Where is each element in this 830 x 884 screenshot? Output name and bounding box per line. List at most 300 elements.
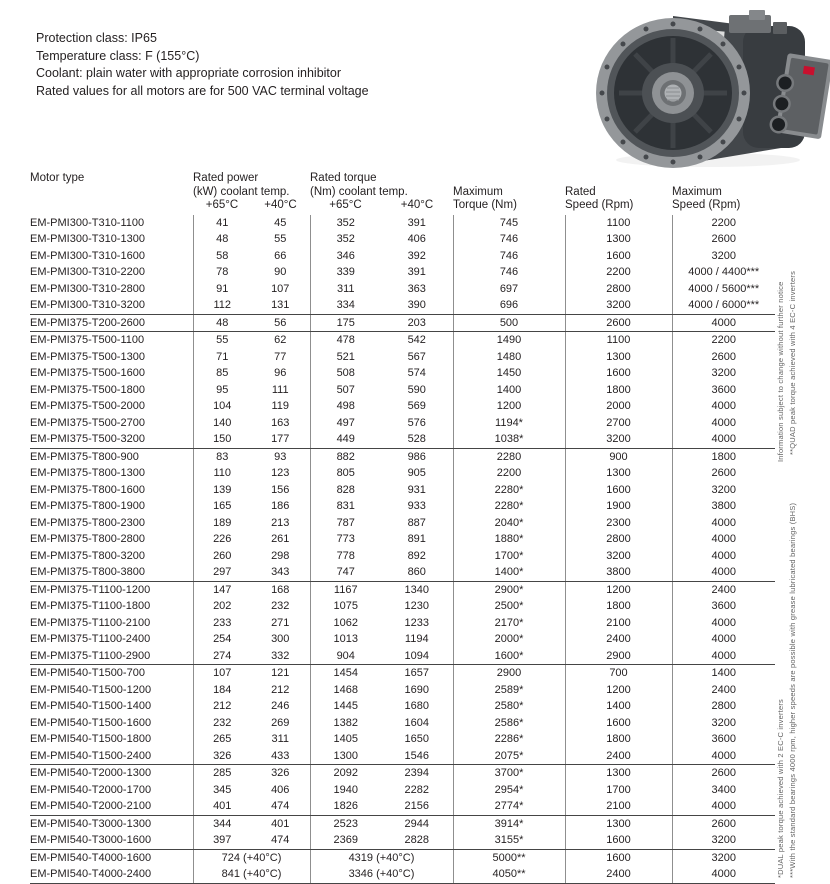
cell-max-speed: 1400 xyxy=(672,665,775,682)
cell-torque-65c: 1454 xyxy=(310,665,381,682)
cell-power-65c: 254 xyxy=(193,631,251,648)
cell-motor-type: EM-PMI375-T1100-1200 xyxy=(30,583,151,596)
cell-max-torque: 697 xyxy=(453,281,565,298)
table-row xyxy=(30,798,775,815)
cell-motor-type: EM-PMI540-T1500-700 xyxy=(30,667,145,679)
cell-torque-40c: 887 xyxy=(407,516,426,529)
cell-power-40c: 177 xyxy=(251,431,310,448)
cell-rated-speed: 1300 xyxy=(565,465,672,482)
cell-torque-65c: 831 xyxy=(310,498,381,515)
cell-max-speed: 3600 xyxy=(672,731,775,748)
cell-max-torque: 2075* xyxy=(453,748,565,765)
cell-max-speed: 4000 / 4400*** xyxy=(672,264,775,281)
cell-rated-speed: 2600 xyxy=(565,314,672,332)
cell-power-40c: 121 xyxy=(271,667,290,679)
header-motor-type: Motor type xyxy=(30,172,85,184)
cell-power-40c: 212 xyxy=(271,683,290,696)
cell-rated-speed: 3800 xyxy=(565,564,672,581)
cell-rated-speed: 1600 xyxy=(565,482,672,499)
table-body xyxy=(30,215,775,884)
cell-power-65c: 48 xyxy=(193,231,251,248)
cell-torque-40c: 1690 xyxy=(404,683,429,696)
cell-torque-40c: 392 xyxy=(407,249,426,262)
cell-motor-type: EM-PMI375-T1100-1800 xyxy=(30,600,151,612)
cell-torque-40c: 391 xyxy=(407,266,426,278)
cell-torque-65c: 2369 xyxy=(310,832,381,849)
cell-torque-65c: 346 xyxy=(310,248,381,265)
cell-torque-40c: 542 xyxy=(407,334,426,346)
cell-power-40c: 107 xyxy=(271,282,290,295)
cell-rated-speed: 1100 xyxy=(565,332,672,349)
cell-rated-speed: 1200 xyxy=(565,581,672,598)
cell-power-40c: 62 xyxy=(274,334,287,346)
table-row xyxy=(30,581,775,598)
cell-power-40c: 77 xyxy=(274,350,287,363)
cell-power-40c: 401 xyxy=(271,817,290,830)
cell-rated-speed: 1600 xyxy=(565,849,672,866)
cell-torque-65c: 1075 xyxy=(310,598,381,615)
cell-power-40c: 433 xyxy=(251,748,310,765)
cell-torque-65c: 1826 xyxy=(310,798,381,815)
cell-torque-65c: 1167 xyxy=(310,581,381,598)
cell-torque-40c: 1546 xyxy=(381,748,453,765)
cell-max-speed: 4000 xyxy=(672,748,775,765)
cell-torque-40c: 1094 xyxy=(381,648,453,665)
cell-motor-type: EM-PMI375-T800-1300 xyxy=(30,467,145,479)
cell-torque-65c: 334 xyxy=(310,297,381,314)
brand-label xyxy=(803,66,815,76)
table-row xyxy=(30,548,775,565)
cell-power-65c: 71 xyxy=(193,349,251,366)
table-row xyxy=(30,531,775,548)
cell-torque-65c: 2523 xyxy=(310,815,381,832)
cell-power-40c: 343 xyxy=(251,564,310,581)
cell-max-speed: 3200 xyxy=(672,482,775,499)
cell-max-torque: 1200 xyxy=(453,398,565,415)
cell-motor-type: EM-PMI300-T310-1300 xyxy=(30,233,145,245)
cell-power-40c: 474 xyxy=(251,832,310,849)
table-row xyxy=(30,431,775,448)
cell-torque-40c: 2156 xyxy=(381,798,453,815)
header-max-torque-line1: Maximum xyxy=(453,185,503,198)
cell-power-65c: 104 xyxy=(193,398,251,415)
cell-max-speed: 3800 xyxy=(672,498,775,515)
cell-max-torque: 1700* xyxy=(453,548,565,565)
cell-motor-type: EM-PMI540-T1500-1200 xyxy=(30,683,152,696)
cell-max-speed: 2200 xyxy=(672,332,775,349)
cell-torque-40c: 986 xyxy=(407,450,426,463)
cell-motor-type: EM-PMI300-T310-3200 xyxy=(30,297,193,314)
cell-rated-speed: 700 xyxy=(565,665,672,682)
cell-power-65c: 110 xyxy=(193,465,251,482)
cell-rated-speed: 3200 xyxy=(565,548,672,565)
cell-torque-65c: 507 xyxy=(310,382,381,399)
cell-max-torque: 1450 xyxy=(453,365,565,382)
cell-motor-type: EM-PMI375-T500-3200 xyxy=(30,431,193,448)
cell-max-torque: 2580* xyxy=(453,698,565,715)
cell-torque-40c: 1340 xyxy=(404,583,429,596)
table-row xyxy=(30,748,775,765)
cell-torque-40c: 390 xyxy=(381,297,453,314)
cell-torque-40c: 1194 xyxy=(404,633,429,645)
header-torque-40: +40°C xyxy=(400,199,434,211)
cell-max-speed: 2600 xyxy=(672,765,775,782)
table-row xyxy=(30,349,775,366)
cell-rated-power-merged: 724 (+40°C) xyxy=(193,849,310,866)
table-row xyxy=(30,698,775,715)
cell-power-40c: 298 xyxy=(271,549,290,562)
cell-rated-speed: 1300 xyxy=(565,231,672,248)
cell-max-torque: 746 xyxy=(453,264,565,281)
table-row xyxy=(30,564,775,581)
cell-motor-type: EM-PMI540-T1500-1800 xyxy=(30,733,152,745)
cell-max-speed: 4000 xyxy=(672,631,775,648)
table-row xyxy=(30,332,775,349)
table-row xyxy=(30,382,775,399)
cell-motor-type: EM-PMI300-T310-2800 xyxy=(30,282,145,295)
cell-max-speed: 2600 xyxy=(672,231,775,248)
cell-max-speed: 3400 xyxy=(672,782,775,799)
cell-power-65c: 112 xyxy=(193,297,251,314)
cell-torque-65c: 175 xyxy=(310,314,381,332)
cell-max-speed: 3200 xyxy=(672,715,775,732)
cell-rated-speed: 2300 xyxy=(565,515,672,532)
cell-motor-type: EM-PMI540-T4000-1600 xyxy=(30,851,152,864)
cell-max-torque: 2286* xyxy=(453,731,565,748)
footnote-quad: **QUAD peak torque achieved with 4 EC-C inverters xyxy=(788,270,797,455)
cell-torque-65c: 352 xyxy=(310,231,381,248)
cell-rated-power-merged: 841 (+40°C) xyxy=(193,866,310,883)
cell-motor-type: EM-PMI375-T800-3200 xyxy=(30,549,145,562)
cell-max-speed: 3200 xyxy=(672,248,775,265)
cell-power-65c: 297 xyxy=(193,564,251,581)
protection-class-line: Protection class: IP65 xyxy=(36,31,157,45)
cell-rated-speed: 2700 xyxy=(565,415,672,432)
cell-rated-speed: 3200 xyxy=(565,297,672,314)
cell-max-speed: 4000 xyxy=(672,866,775,883)
cell-rated-speed: 3200 xyxy=(565,431,672,448)
footnote-dual: *DUAL peak torque achieved with 2 EC-C inverters xyxy=(776,699,785,878)
cell-rated-speed: 1400 xyxy=(565,698,672,715)
table-row xyxy=(30,648,775,665)
table-row xyxy=(30,665,775,682)
cell-max-speed: 2400 xyxy=(672,682,775,699)
header-rated-speed-line1: Rated xyxy=(565,185,596,198)
cell-motor-type: EM-PMI375-T1100-2900 xyxy=(30,648,193,665)
cell-motor-type: EM-PMI540-T1500-2400 xyxy=(30,748,193,765)
cell-power-65c: 147 xyxy=(193,581,251,598)
cell-motor-type: EM-PMI375-T500-2700 xyxy=(30,416,145,429)
cell-motor-type: EM-PMI540-T2000-1300 xyxy=(30,767,152,779)
cell-motor-type: EM-PMI375-T800-1900 xyxy=(30,500,145,512)
cell-max-torque: 3155* xyxy=(453,832,565,849)
cell-max-torque: 2900* xyxy=(453,581,565,598)
motor-product-photo xyxy=(593,8,830,170)
cell-power-65c: 232 xyxy=(193,715,251,732)
cell-max-torque: 2589* xyxy=(453,682,565,699)
cell-max-torque: 5000** xyxy=(453,849,565,866)
cell-power-40c: 93 xyxy=(274,450,287,463)
cell-max-speed: 2600 xyxy=(672,465,775,482)
cell-max-torque: 2170* xyxy=(453,615,565,632)
cell-torque-65c: 498 xyxy=(310,398,381,415)
cell-torque-40c: 1680 xyxy=(404,700,429,712)
table-row xyxy=(30,365,775,382)
cell-max-speed: 4000 xyxy=(672,615,775,632)
cell-torque-40c: 933 xyxy=(407,500,426,512)
cell-motor-type: EM-PMI540-T3000-1600 xyxy=(30,832,193,849)
cell-torque-65c: 1405 xyxy=(310,731,381,748)
cell-max-speed: 4000 xyxy=(672,548,775,565)
table-row xyxy=(30,866,775,883)
cell-power-40c: 66 xyxy=(274,249,287,262)
cell-torque-65c: 778 xyxy=(310,548,381,565)
cell-motor-type: EM-PMI375-T800-1600 xyxy=(30,483,145,496)
cell-torque-65c: 1382 xyxy=(310,715,381,732)
cell-power-65c: 150 xyxy=(193,431,251,448)
cell-rated-speed: 2800 xyxy=(565,531,672,548)
cell-motor-type: EM-PMI375-T800-900 xyxy=(30,450,139,463)
cell-max-torque: 2774* xyxy=(453,798,565,815)
cell-rated-speed: 2900 xyxy=(565,648,672,665)
cell-motor-type: EM-PMI375-T800-2800 xyxy=(30,533,145,545)
cell-max-torque: 746 xyxy=(453,231,565,248)
cell-max-torque: 1038* xyxy=(453,431,565,448)
cell-torque-40c: 2828 xyxy=(381,832,453,849)
cell-power-65c: 184 xyxy=(193,682,251,699)
cell-power-65c: 265 xyxy=(193,731,251,748)
cell-power-40c: 271 xyxy=(271,616,290,629)
cell-torque-65c: 882 xyxy=(310,448,381,465)
cell-max-torque: 1490 xyxy=(453,332,565,349)
cell-torque-40c: 860 xyxy=(381,564,453,581)
cell-torque-40c: 1233 xyxy=(404,616,429,629)
cell-max-torque: 1194* xyxy=(453,415,565,432)
table-row xyxy=(30,231,775,248)
coolant-line: Coolant: plain water with appropriate corrosion inhibitor xyxy=(36,66,342,80)
cell-torque-65c: 311 xyxy=(310,281,381,298)
cell-torque-65c: 497 xyxy=(310,415,381,432)
cell-power-65c: 55 xyxy=(193,332,251,349)
cell-max-torque: 1880* xyxy=(453,531,565,548)
cell-max-speed: 2800 xyxy=(672,698,775,715)
table-row xyxy=(30,415,775,432)
cell-torque-65c: 1940 xyxy=(310,782,381,799)
cell-torque-40c: 1230 xyxy=(404,600,429,612)
motor-illustration xyxy=(593,8,830,170)
cell-rated-speed: 1300 xyxy=(565,349,672,366)
table-row xyxy=(30,215,775,232)
table-row xyxy=(30,465,775,482)
cell-torque-40c: 590 xyxy=(407,383,426,396)
header-power-65: +65°C xyxy=(205,199,239,211)
cell-rated-speed: 1800 xyxy=(565,382,672,399)
cell-power-40c: 232 xyxy=(271,600,290,612)
cell-torque-65c: 747 xyxy=(310,564,381,581)
cell-motor-type: EM-PMI375-T500-1600 xyxy=(30,367,145,379)
cell-power-40c: 55 xyxy=(274,233,287,245)
cell-power-65c: 202 xyxy=(193,598,251,615)
table-row xyxy=(30,615,775,632)
motor-spec-table xyxy=(30,172,775,884)
cell-torque-40c: 567 xyxy=(407,350,426,363)
table-row xyxy=(30,782,775,799)
cell-rated-speed: 2100 xyxy=(565,615,672,632)
table-row xyxy=(30,849,775,866)
cell-rated-speed: 2200 xyxy=(565,264,672,281)
cell-power-65c: 344 xyxy=(193,815,251,832)
cell-power-65c: 78 xyxy=(193,264,251,281)
cell-motor-type: EM-PMI375-T500-1100 xyxy=(30,334,145,346)
table-row xyxy=(30,297,775,314)
temperature-class-line: Temperature class: F (155°C) xyxy=(36,48,200,63)
header-max-torque-line2: Torque (Nm) xyxy=(453,199,517,211)
table-row xyxy=(30,731,775,748)
cell-max-torque: 1600* xyxy=(453,648,565,665)
table-row xyxy=(30,631,775,648)
cell-rated-speed: 1700 xyxy=(565,782,672,799)
cell-torque-65c: 2092 xyxy=(310,765,381,782)
cell-rated-speed: 1600 xyxy=(565,832,672,849)
cell-max-torque: 2586* xyxy=(453,715,565,732)
cell-rated-speed: 1900 xyxy=(565,498,672,515)
cell-max-torque: 2500* xyxy=(453,598,565,615)
cell-max-torque: 1480 xyxy=(453,349,565,366)
cell-torque-65c: 787 xyxy=(310,515,381,532)
header-power-unit: (kW) coolant temp. xyxy=(193,185,290,198)
cell-power-40c: 56 xyxy=(251,314,310,332)
cell-torque-65c: 904 xyxy=(310,648,381,665)
cell-torque-65c: 521 xyxy=(310,349,381,366)
cell-power-65c: 189 xyxy=(193,515,251,532)
cell-max-torque: 696 xyxy=(453,297,565,314)
cell-max-torque: 2280* xyxy=(453,498,565,515)
cell-power-65c: 140 xyxy=(193,415,251,432)
cell-max-speed: 4000 / 5600*** xyxy=(672,281,775,298)
cell-max-torque: 500 xyxy=(453,314,565,332)
cell-power-65c: 260 xyxy=(193,548,251,565)
cell-torque-65c: 1468 xyxy=(310,682,381,699)
cell-motor-type: EM-PMI375-T1100-2400 xyxy=(30,633,151,645)
cell-max-speed: 4000 xyxy=(672,398,775,415)
header-rated-power: Rated power xyxy=(193,172,259,184)
cell-rated-speed: 1800 xyxy=(565,598,672,615)
header-torque-unit: (Nm) coolant temp. xyxy=(310,185,408,198)
cell-torque-65c: 508 xyxy=(310,365,381,382)
cell-max-torque: 2954* xyxy=(453,782,565,799)
cell-max-torque: 1400 xyxy=(453,382,565,399)
cell-max-torque: 3700* xyxy=(453,765,565,782)
cell-max-torque: 2200 xyxy=(453,465,565,482)
cell-rated-speed: 1600 xyxy=(565,365,672,382)
cell-power-65c: 233 xyxy=(193,615,251,632)
cell-torque-40c: 905 xyxy=(407,467,426,479)
cell-power-65c: 95 xyxy=(193,382,251,399)
cell-power-40c: 45 xyxy=(274,216,287,229)
cell-torque-65c: 1300 xyxy=(310,748,381,765)
cell-max-torque: 745 xyxy=(453,215,565,232)
cell-rated-speed: 2400 xyxy=(565,748,672,765)
table-row xyxy=(30,765,775,782)
cell-torque-65c: 1062 xyxy=(310,615,381,632)
table-row xyxy=(30,682,775,699)
cell-max-speed: 4000 xyxy=(672,314,775,332)
cell-power-65c: 139 xyxy=(193,482,251,499)
cell-max-speed: 2200 xyxy=(672,215,775,232)
cell-motor-type: EM-PMI540-T3000-1300 xyxy=(30,817,152,830)
cell-torque-40c: 1604 xyxy=(404,716,429,729)
cell-power-65c: 212 xyxy=(193,698,251,715)
cell-torque-40c: 1657 xyxy=(404,667,429,679)
cell-power-40c: 474 xyxy=(251,798,310,815)
cell-power-65c: 326 xyxy=(193,748,251,765)
cell-torque-40c: 363 xyxy=(407,282,426,295)
cell-max-torque: 2280 xyxy=(453,448,565,465)
header-rated-torque: Rated torque xyxy=(310,172,377,184)
cell-power-65c: 401 xyxy=(193,798,251,815)
table-row xyxy=(30,715,775,732)
cell-power-65c: 58 xyxy=(193,248,251,265)
cell-torque-65c: 478 xyxy=(310,332,381,349)
cell-power-65c: 397 xyxy=(193,832,251,849)
cell-torque-40c: 528 xyxy=(381,431,453,448)
cell-motor-type: EM-PMI375-T200-2600 xyxy=(30,314,193,332)
cell-max-torque: 4050** xyxy=(453,866,565,883)
table-row xyxy=(30,398,775,415)
cell-max-speed: 3200 xyxy=(672,365,775,382)
cell-power-40c: 311 xyxy=(271,733,290,745)
header-torque-65: +65°C xyxy=(329,199,362,211)
cell-max-speed: 4000 / 6000*** xyxy=(672,297,775,314)
cell-motor-type: EM-PMI540-T2000-2100 xyxy=(30,798,193,815)
cell-max-speed: 2600 xyxy=(672,815,775,832)
cell-rated-speed: 1300 xyxy=(565,765,672,782)
cell-power-65c: 91 xyxy=(193,281,251,298)
cell-power-40c: 261 xyxy=(271,533,290,545)
cell-torque-40c: 931 xyxy=(407,483,426,496)
cell-torque-65c: 352 xyxy=(310,215,381,232)
cell-max-torque: 746 xyxy=(453,248,565,265)
cell-power-65c: 345 xyxy=(193,782,251,799)
cell-rated-speed: 1800 xyxy=(565,731,672,748)
cell-rated-speed: 1300 xyxy=(565,815,672,832)
cell-rated-speed: 2100 xyxy=(565,798,672,815)
cell-power-40c: 326 xyxy=(271,767,290,779)
cell-power-40c: 119 xyxy=(271,400,290,412)
cell-rated-speed: 1100 xyxy=(565,215,672,232)
cell-max-speed: 4000 xyxy=(672,531,775,548)
table-row xyxy=(30,815,775,832)
cell-power-40c: 123 xyxy=(271,467,290,479)
cell-motor-type: EM-PMI540-T4000-2400 xyxy=(30,866,193,883)
cell-max-speed: 4000 xyxy=(672,798,775,815)
cell-rated-speed: 900 xyxy=(565,448,672,465)
footnote-info: Information subject to change without further notice xyxy=(776,281,785,462)
cell-rated-speed: 1600 xyxy=(565,715,672,732)
cell-torque-65c: 1013 xyxy=(310,631,381,648)
cell-motor-type: EM-PMI375-T500-2000 xyxy=(30,400,145,412)
cell-max-speed: 4000 xyxy=(672,515,775,532)
cell-max-torque: 2000* xyxy=(453,631,565,648)
cell-motor-type: EM-PMI300-T310-2200 xyxy=(30,266,145,278)
cell-torque-40c: 391 xyxy=(407,216,426,229)
table-row xyxy=(30,515,775,532)
cell-power-40c: 246 xyxy=(271,700,290,712)
table-row xyxy=(30,248,775,265)
cell-max-speed: 1800 xyxy=(672,448,775,465)
cell-power-40c: 90 xyxy=(274,266,287,278)
cell-torque-40c: 891 xyxy=(407,533,426,545)
